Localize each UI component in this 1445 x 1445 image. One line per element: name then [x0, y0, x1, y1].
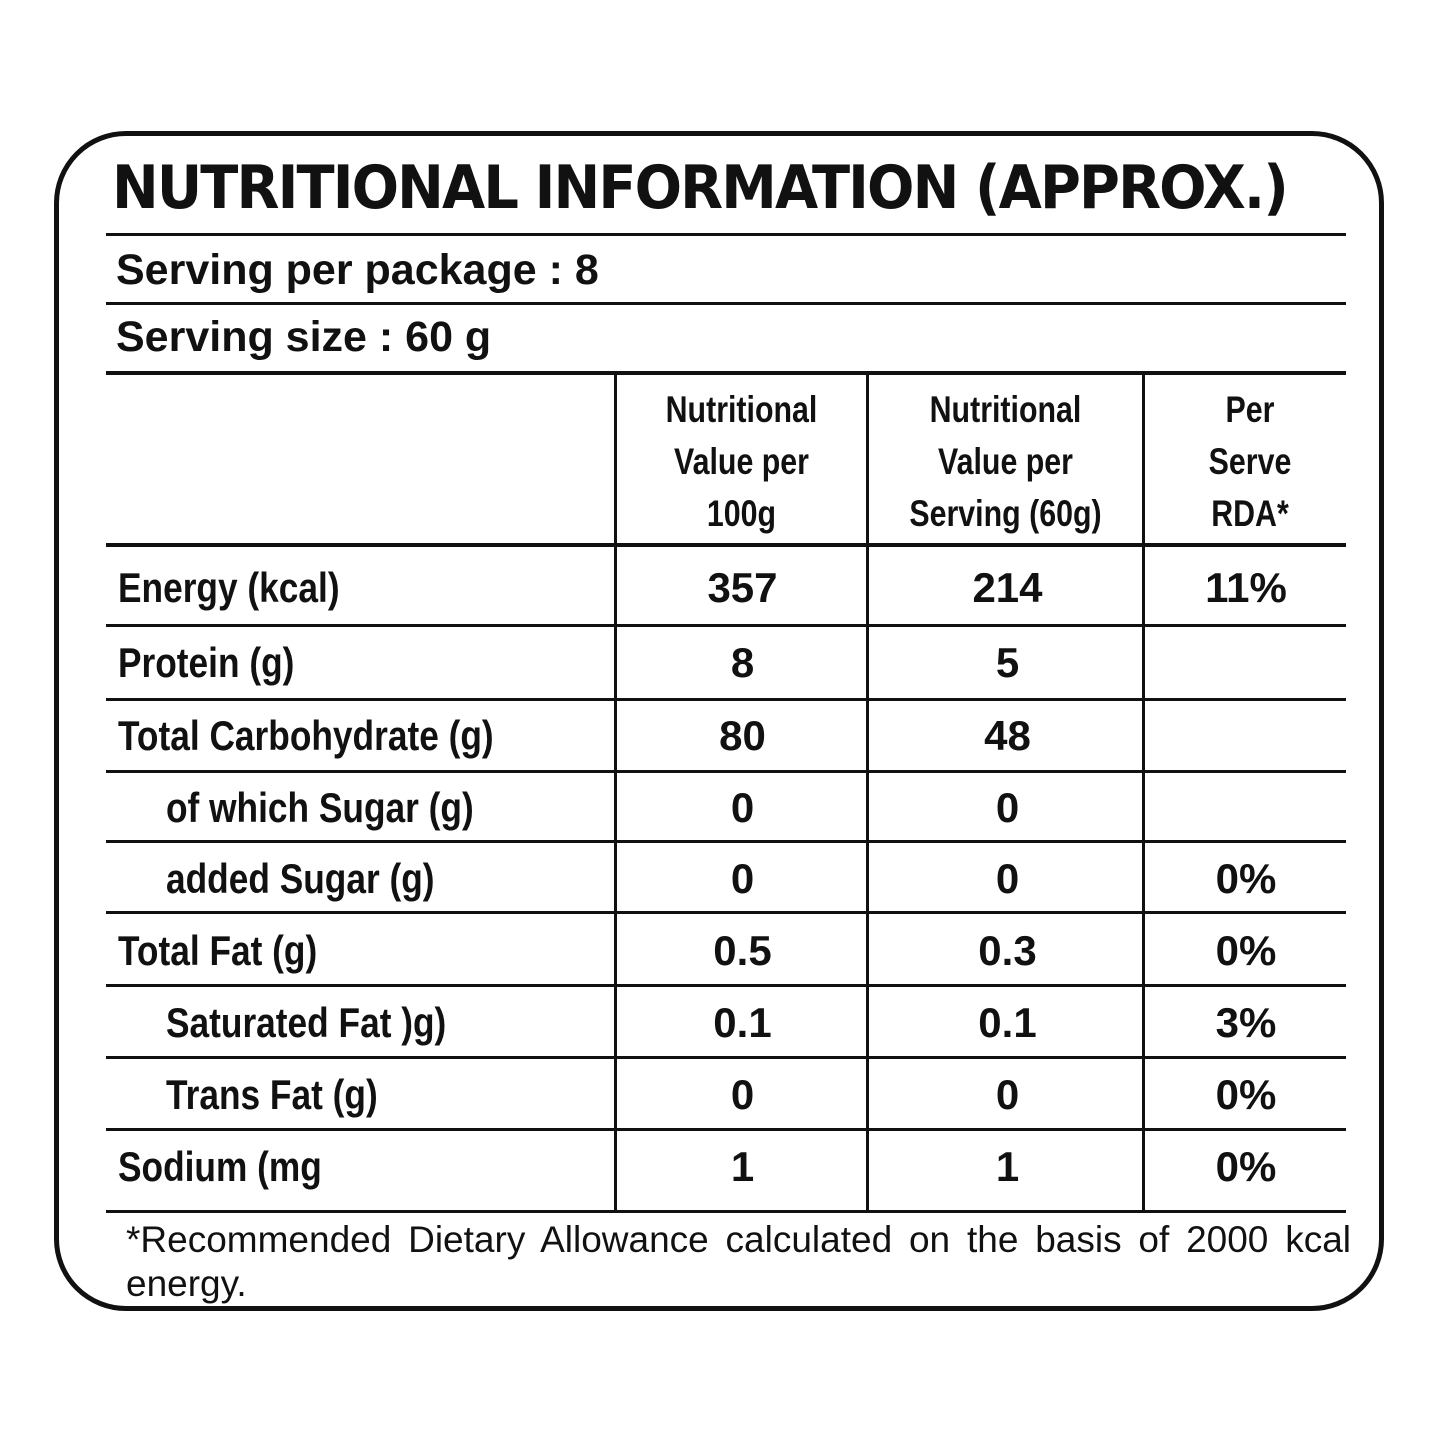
value-per-100g: 8: [730, 639, 755, 686]
value-per-100g: 0: [730, 855, 755, 902]
value-per-serving: 1: [995, 1143, 1020, 1190]
table-top-rule: [106, 371, 1346, 375]
table-row: [106, 843, 1346, 915]
label-title: NUTRITIONAL INFORMATION (APPROX.): [112, 153, 1287, 223]
column-header-per-100g: Nutritional Value per 100g: [665, 388, 818, 534]
row-rule: [106, 543, 1346, 547]
table-row: [106, 627, 1346, 699]
table-bottom-rule: [106, 1210, 1346, 1213]
nutrient-name: of which Sugar (g): [166, 784, 474, 831]
nutrient-name: Trans Fat (g): [166, 1071, 378, 1118]
rda-percent: [1146, 627, 1346, 699]
rda-percent: 11%: [1205, 564, 1287, 611]
nutrient-name: Total Fat (g): [118, 927, 318, 974]
column-header-per-serving: Nutritional Value per Serving (60g): [909, 388, 1102, 534]
table-row: [106, 772, 1346, 844]
nutrient-name: Protein (g): [118, 639, 295, 686]
value-per-100g: 0: [730, 1071, 755, 1118]
rda-percent: [1146, 772, 1346, 844]
nutrient-name: Energy (kcal): [118, 564, 340, 611]
table-row: [106, 1131, 1346, 1203]
value-per-100g: 1: [730, 1143, 755, 1190]
value-per-serving: 0: [995, 1071, 1020, 1118]
rda-percent: 0%: [1215, 855, 1277, 902]
value-per-serving: 48: [984, 712, 1031, 759]
value-per-100g: 0.1: [713, 999, 772, 1046]
value-per-serving: 0: [995, 784, 1020, 831]
divider: [106, 233, 1346, 236]
value-per-serving: 5: [995, 639, 1020, 686]
table-row: [106, 915, 1346, 987]
value-per-serving: 0: [995, 855, 1020, 902]
column-header-rda: Per Serve RDA*: [1208, 388, 1292, 534]
value-per-100g: 80: [719, 712, 766, 759]
table-row: [106, 987, 1346, 1059]
value-per-100g: 357: [707, 564, 778, 611]
value-per-serving: 0.3: [978, 927, 1037, 974]
nutrient-name: Sodium (mg: [118, 1143, 322, 1190]
nutrient-name: Total Carbohydrate (g): [118, 712, 494, 759]
serving-size: Serving size : 60 g: [116, 313, 492, 361]
table-row: [106, 700, 1346, 772]
rda-percent: 0%: [1215, 1143, 1277, 1190]
rda-percent: 3%: [1215, 999, 1277, 1046]
rda-percent: 0%: [1215, 927, 1277, 974]
serving-per-package: Serving per package : 8: [116, 246, 599, 294]
value-per-serving: 214: [972, 564, 1043, 611]
nutrient-name: Saturated Fat )g): [166, 999, 447, 1046]
value-per-serving: 0.1: [978, 999, 1037, 1046]
rda-percent: 0%: [1215, 1071, 1277, 1118]
value-per-100g: 0.5: [713, 927, 772, 974]
rda-footnote: *Recommended Dietary Allowance calculated on the basis of 2000 kcal energy.: [126, 1219, 1351, 1304]
divider: [106, 302, 1346, 305]
rda-percent: [1146, 700, 1346, 772]
table-row: [106, 1059, 1346, 1131]
table-row: [106, 552, 1346, 624]
value-per-100g: 0: [730, 784, 755, 831]
nutrient-name: added Sugar (g): [166, 855, 435, 902]
